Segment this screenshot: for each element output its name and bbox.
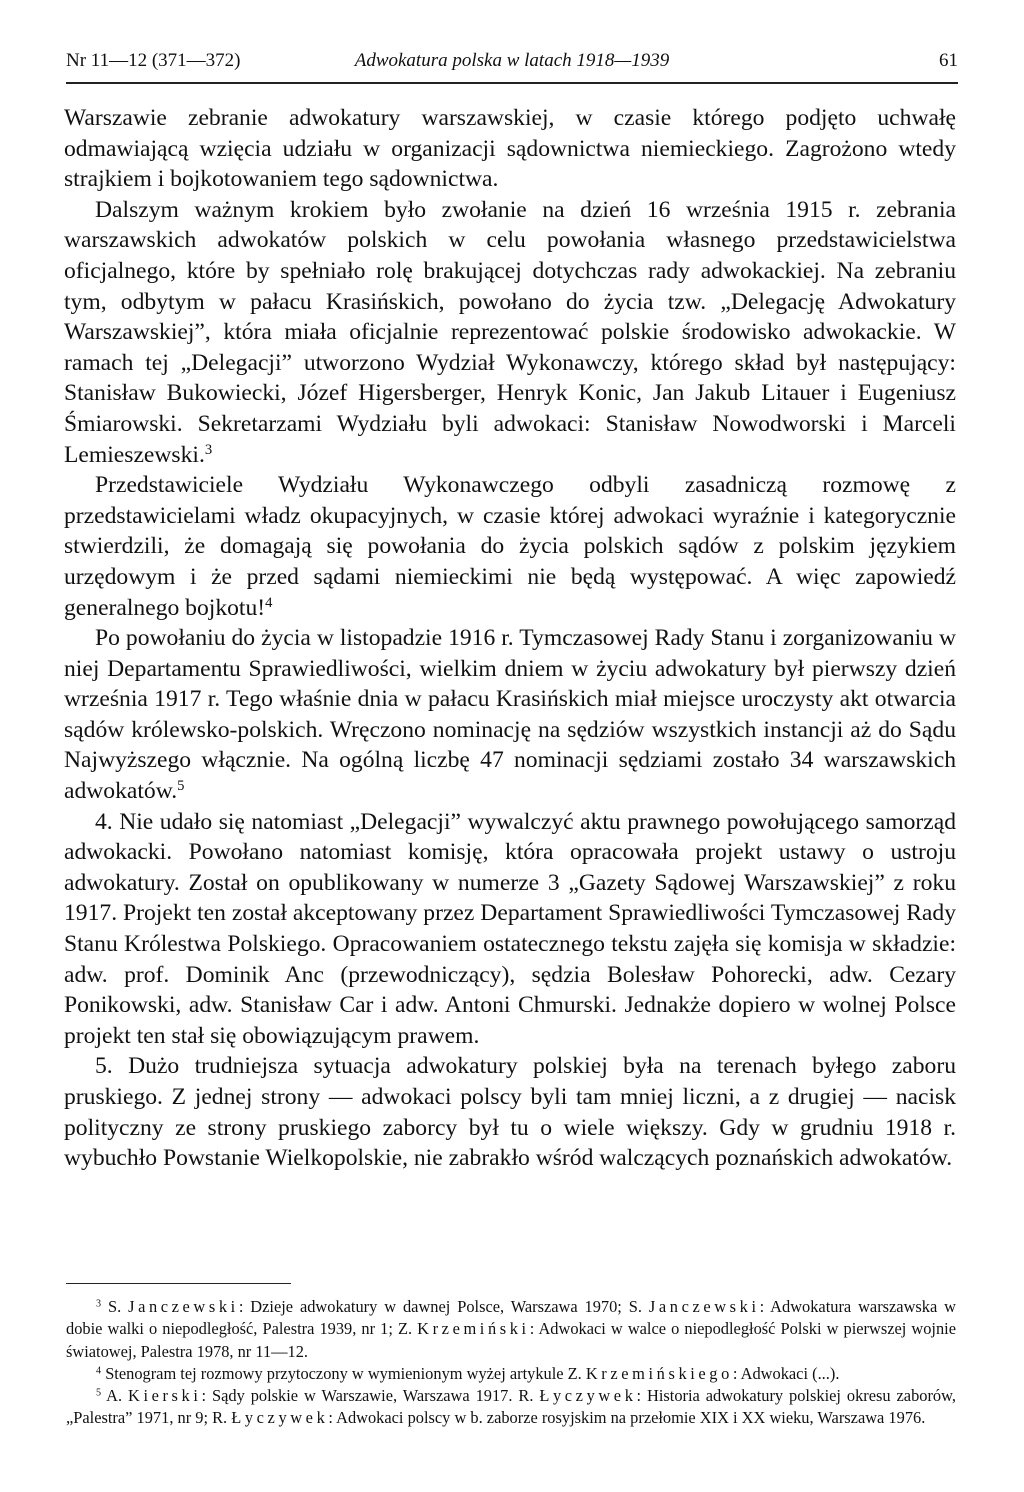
paragraph-6-text: 5. Dużo trudniejsza sytuacja adwokatury polskiej była na terenach byłego zaboru pruskiego. Z jednej strony — adwokaci polscy byli tam mniej liczni, a z drugiej — nacisk polityczny ze strony pruskiego zaborcy był tu o wiele większy. Gdy w grudniu 1918 r. wybuchło Powstanie Wielkopolskie, nie zabrakło wśród walczących poznańskich adwokatów. — [64, 1053, 956, 1172]
footnote-ref-5[interactable]: 5 — [177, 778, 185, 795]
footnote-author: Łyczywek — [539, 1386, 637, 1406]
footnote-mark: 3 — [96, 1298, 102, 1310]
footnote-mark: 4 — [96, 1365, 102, 1377]
main-text — [64, 103, 956, 1174]
footnote-text: : Adwokaci polscy w b. zaborze rosyjskim na przełomie XIX i XX wieku, Warszawa 1976. — [328, 1408, 926, 1428]
footnote-text: A. — [106, 1386, 128, 1406]
paragraph-4-text: Po powołaniu do życia w listopadzie 1916 r. Tymczasowej Rady Stanu i zorganizowaniu w niej Departamentu Sprawiedliwości, wielkim dniem w życiu adwokatury był pierwszy dzień września 1917 r. Tego właśnie dnia w pałacu Krasińskich miał miejsce uroczysty akt otwarcia sądów królewsko-polskich. Wręczono nominację na sędziów wszystkich instancji aż do Sądu Najwyższego włącznie. Na ogólną liczbę 47 nominacji sędziami zostało 34 warszawskich adwokatów. — [64, 625, 956, 805]
footnote-4 — [66, 1363, 956, 1385]
footnote-5 — [66, 1385, 956, 1430]
footnote-3 — [66, 1296, 956, 1363]
paragraph-4 — [64, 623, 956, 807]
footnote-mark: 5 — [96, 1387, 102, 1399]
footnote-author: Krzemiński — [417, 1319, 530, 1339]
paragraph-5-text: 4. Nie udało się natomiast „Delegacji” wywalczyć aktu prawnego powołującego samorząd adwokacki. Powołano natomiast komisję, która opracowała projekt ustawy o ustroju adwokatury. Został on opublikowany w numerze 3 „Gazety Sądowej Warszawskiej” z roku 1917. Projekt ten został akceptowany przez Departament Sprawiedliwości Tymczasowej Rady Stanu Królestwa Polskiego. Opracowaniem ostatecznego tekstu zajęła się komisja w składzie: adw. prof. Dominik Anc (przewodniczący), sędzia Bolesław Pohorecki, adw. Cezary Ponikowski, adw. Stanisław Car i adw. Antoni Chmurski. Jednakże dopiero w wolnej Polsce projekt ten stał się obowiązującym prawem. — [64, 808, 956, 1049]
paragraph-3-text: Przedstawiciele Wydziału Wykonawczego odbyli zasadniczą rozmowę z przedstawicielami władz okupacyjnych, w czasie której adwokaci wyraźnie i kategorycznie stwierdzili, że domagają się powołania do życia polskich sądów z polskim językiem urzędowym i że przed sądami niemieckimi nie będą występować. A więc zapowiedź generalnego bojkotu! — [64, 472, 956, 621]
paragraph-1-text: Warszawie zebranie adwokatury warszawskiej, w czasie którego podjęto uchwałę odmawiającą wzięcia udziału w organizacji sądownictwa niemieckiego. Zagrożono wtedy strajkiem i bojkotowaniem tego sądownictwa. — [64, 105, 956, 193]
header-rule — [66, 82, 958, 84]
footnote-author: Krzemińskiego — [585, 1363, 733, 1383]
footnote-ref-3[interactable]: 3 — [204, 441, 213, 458]
running-title: Adwokatura polska w latach 1918—1939 — [354, 50, 670, 71]
paragraph-2 — [64, 195, 956, 470]
footnote-text: S. — [107, 1297, 129, 1316]
running-header — [66, 44, 958, 78]
footnote-ref-4[interactable]: 4 — [265, 594, 273, 611]
footnote-author: Janczewski — [648, 1297, 760, 1316]
page-number: 61 — [939, 50, 958, 71]
footnote-text: : Adwokatura warszawska w dobie walki o niepodległość, Palestra 1939, nr 1; Z. — [66, 1297, 956, 1339]
footnote-text: : Sądy polskie w Warszawie, Warszawa 1917. R. — [201, 1386, 540, 1406]
footnote-author: Janczewski — [128, 1297, 239, 1316]
paragraph-6 — [64, 1051, 956, 1173]
footnote-author: Kierski — [128, 1386, 202, 1406]
footnote-text: : Dzieje adwokatury w dawnej Polsce, Warszawa 1970; S. — [238, 1297, 649, 1316]
paragraph-1 — [64, 103, 956, 195]
footnote-text: : Adwokaci w walce o niepodległość Polski w pierwszej wojnie światowej, Palestra 1978, nr 11—12. — [66, 1319, 956, 1361]
issue-number: Nr 11—12 (371—372) — [66, 50, 241, 71]
footnote-author: Łyczywek — [231, 1408, 329, 1428]
paragraph-2-text: Dalszym ważnym krokiem było zwołanie na dzień 16 września 1915 r. zebrania warszawskich adwokatów polskich w celu powołania własnego przedstawicielstwa oficjalnego, które by spełniało rolę brakującej dotychczas rady adwokackiej. Na zebraniu tym, odbytym w pałacu Krasińskich, powołano do życia tzw. „Delegację Adwokatury Warszawskiej”, która miała oficjalnie reprezentować polskie środowisko adwokackie. W ramach tej „Delegacji” utworzono Wydział Wykonawczy, którego skład był następujący: Stanisław Bukowiecki, Józef Higersberger, Henryk Konic, Jan Jakub Litauer i Eugeniusz Śmiarowski. Sekretarzami Wydziału byli adwokaci: Stanisław Nowodworski i Marceli Lemieszewski. — [64, 196, 956, 468]
footnote-text: : Adwokaci (...). — [732, 1363, 840, 1383]
footnote-rule — [66, 1283, 291, 1284]
footnote-text: Stenogram tej rozmowy przytoczony w wymienionym wyżej artykule Z. — [105, 1363, 586, 1383]
paragraph-5 — [64, 807, 956, 1052]
paragraph-3 — [64, 470, 956, 623]
footnote-text: : Historia adwokatury polskiej okresu zaborów, „Palestra” 1971, nr 9; R. — [66, 1386, 956, 1428]
footnotes — [66, 1296, 956, 1430]
